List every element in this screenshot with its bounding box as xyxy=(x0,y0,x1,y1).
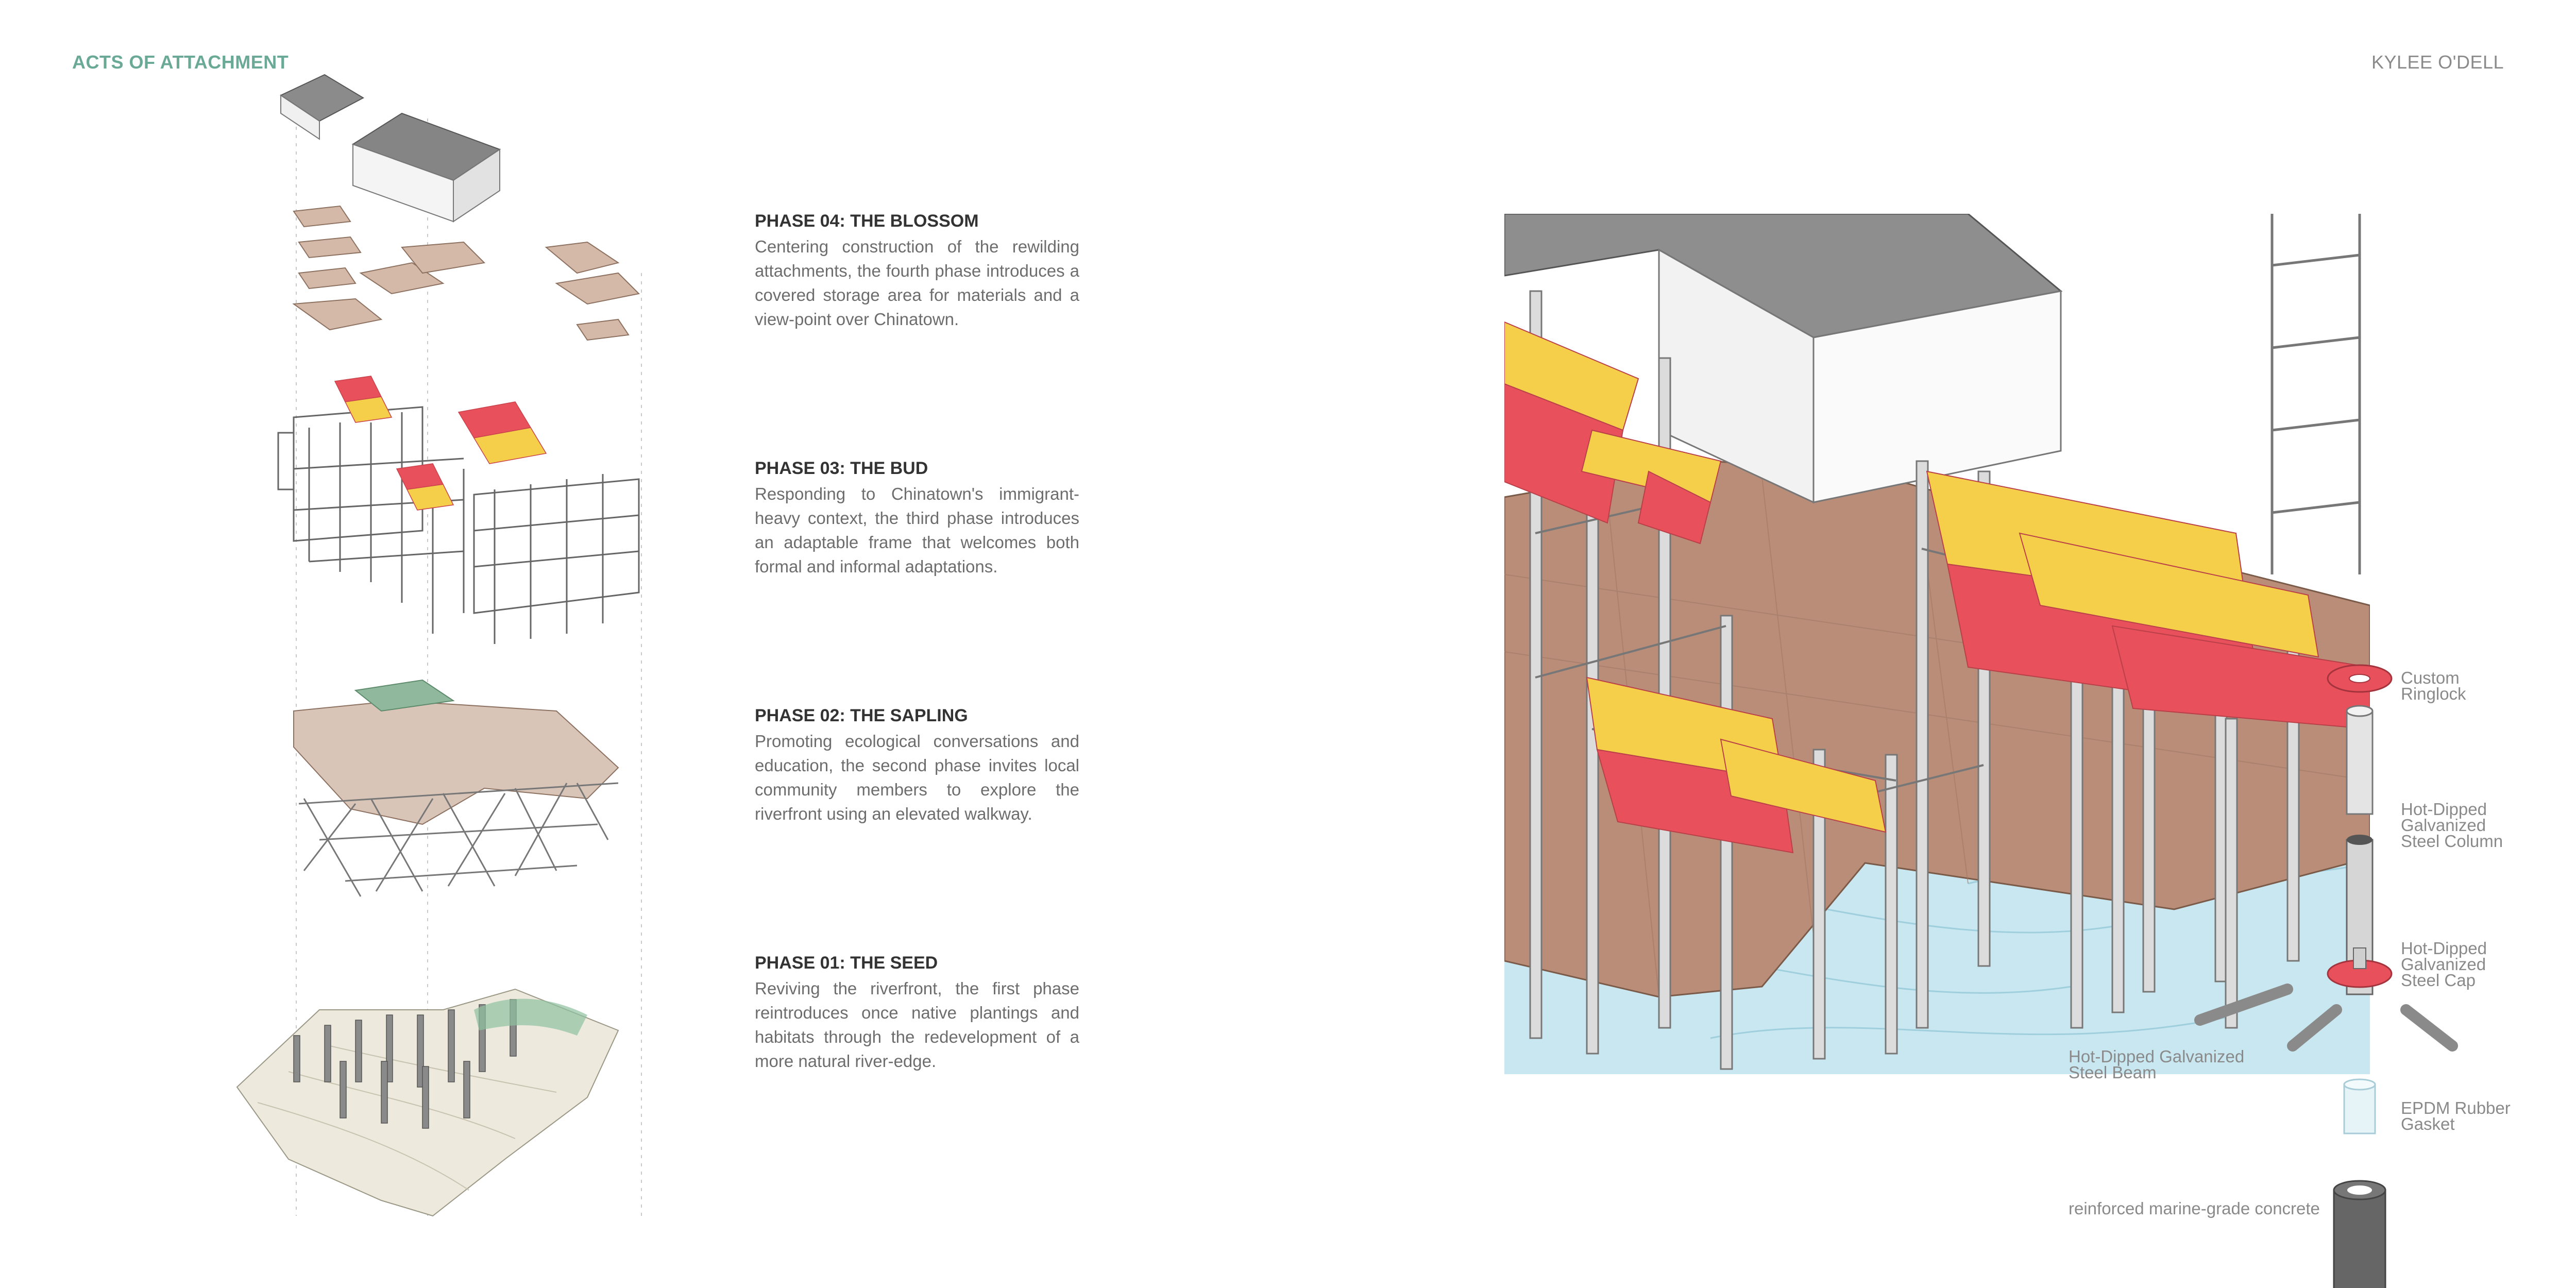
label-rubber-gasket: EPDM Rubber Gasket xyxy=(2401,1098,2511,1133)
phase-01-text: Reviving the riverfront, the first phase reintroduces once native plantings and habitats through the redevelopment of a more natural river-edge. xyxy=(755,979,1079,1071)
phase-03 xyxy=(755,459,1079,579)
phase-02-text: Promoting ecological conversations and education, the second phase invites local community members to explore the riverfront using an elevated walkway. xyxy=(755,732,1079,823)
phase03-frame xyxy=(278,407,639,644)
page-title: ACTS OF ATTACHMENT xyxy=(72,52,289,73)
phase03-canopies xyxy=(335,376,546,510)
phase-04-text: Centering construction of the rewilding attachments, the fourth phase introduces a covered storage area for materials and a view-point over Chinatown. xyxy=(755,237,1079,329)
author-name: KYLEE O'DELL xyxy=(2371,52,2504,73)
phase02-walkway xyxy=(294,680,618,896)
phase-04 xyxy=(755,211,1079,331)
phase-01 xyxy=(755,953,1079,1073)
label-ringlock: Custom Ringlock xyxy=(2401,668,2466,703)
ringlock-icon xyxy=(2328,665,2392,692)
phase-04-title: PHASE 04: THE BLOSSOM xyxy=(755,211,979,231)
phase-02 xyxy=(755,706,1079,826)
phase01-terrain xyxy=(237,989,618,1216)
rubber-gasket-icon xyxy=(2344,1079,2375,1133)
steel-beam-icon xyxy=(2200,989,2452,1046)
concrete-pile-icon xyxy=(2334,1181,2385,1288)
label-steel-column: Hot-Dipped Galvanized Steel Column xyxy=(2401,800,2503,851)
phase-02-title: PHASE 02: THE SAPLING xyxy=(755,706,968,725)
phase-01-title: PHASE 01: THE SEED xyxy=(755,953,938,973)
phase-03-title: PHASE 03: THE BUD xyxy=(755,459,928,478)
phase-03-text: Responding to Chinatown's immigrant-heavy context, the third phase introduces an adaptable frame that welcomes both formal and informal adaptations. xyxy=(755,484,1079,576)
phase04-platforms xyxy=(294,206,639,340)
label-steel-beam: Hot-Dipped Galvanized Steel Beam xyxy=(2069,1047,2245,1082)
exploded-axonometric-diagram xyxy=(227,67,659,1221)
phase04-roofs xyxy=(281,75,500,222)
steel-cap-icon xyxy=(2328,835,2392,994)
label-steel-cap: Hot-Dipped Galvanized Steel Cap xyxy=(2401,939,2487,990)
steel-column-icon xyxy=(2347,706,2372,814)
label-concrete: reinforced marine-grade concrete xyxy=(2069,1199,2320,1218)
